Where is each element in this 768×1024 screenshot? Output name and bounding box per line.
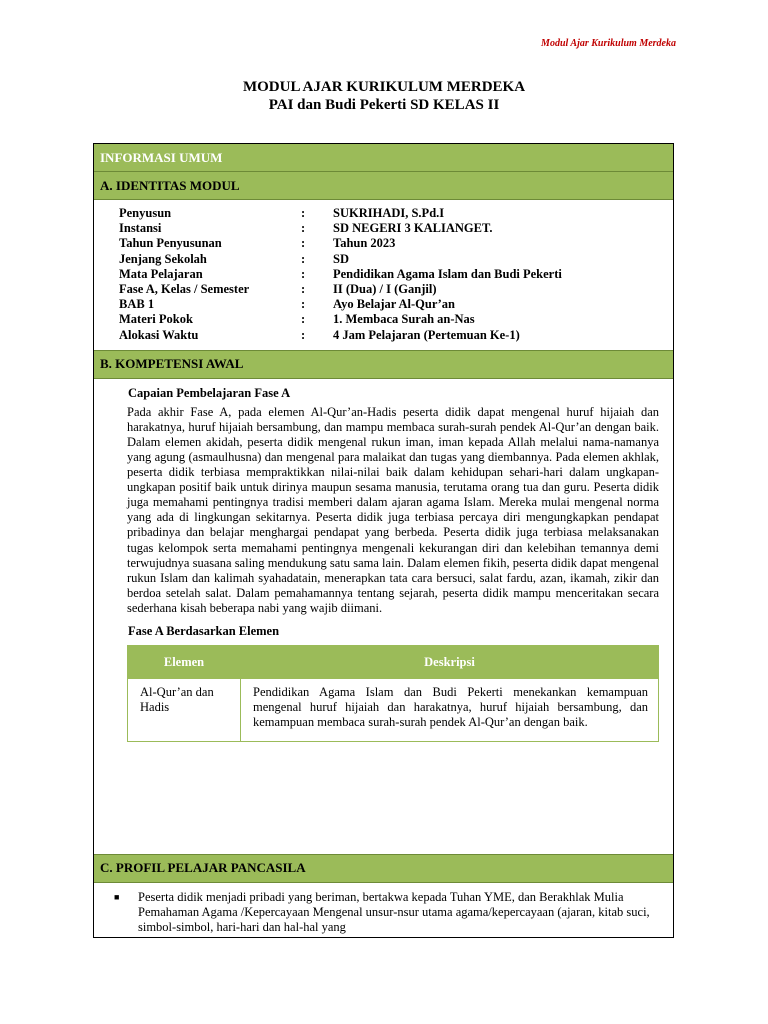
section-profil-pelajar-pancasila: C. PROFIL PELAJAR PANCASILA (94, 855, 673, 883)
identitas-value: Tahun 2023 (333, 236, 396, 251)
identitas-value: SD (333, 251, 349, 266)
profil-content (94, 883, 673, 936)
identitas-row (119, 328, 673, 343)
identitas-separator: : (301, 327, 306, 342)
section-kompetensi-awal: B. KOMPETENSI AWAL (94, 351, 673, 379)
identitas-row (119, 221, 673, 236)
identitas-value: Ayo Belajar Al-Qur’an (333, 297, 455, 312)
identitas-row (119, 236, 673, 251)
title-line-1: MODUL AJAR KURIKULUM MERDEKA (242, 79, 526, 95)
identitas-separator: : (301, 236, 306, 251)
identitas-separator: : (301, 221, 306, 236)
identitas-separator: : (301, 312, 306, 327)
identitas-value: SUKRIHADI, S.Pd.I (333, 206, 445, 220)
identitas-separator: : (301, 266, 306, 281)
deskripsi-cell: Pendidikan Agama Islam dan Budi Pekerti menekankan kemampuan mengenal huruf hijaiah dan harakatnya, huruf hijaiah bersambung, dan kemampuan membaca surah-surah pendek Al-Qur’an dengan baik. (241, 679, 659, 742)
identitas-value: 1. Membaca Surah an-Nas (333, 312, 475, 327)
module-frame (93, 143, 674, 938)
fase-heading: Fase A Berdasarkan Elemen (128, 624, 280, 638)
identitas-separator: : (301, 251, 306, 266)
identitas-label: Tahun Penyusunan (119, 236, 222, 251)
identitas-row (119, 206, 673, 221)
identitas-value: II (Dua) / I (Ganjil) (333, 281, 437, 296)
profil-item-text: Peserta didik menjadi pribadi yang beriman, bertakwa kepada Tuhan YME, dan Berakhlak Mulia Pemahaman Agama /Kepercayaan Mengenal unsur-nsur utama agama/kepercayaan (ajaran, kitab suci, simbol-simbol, hari-hari dan hal-hal yang (138, 889, 650, 935)
identitas-label: BAB 1 (119, 297, 155, 312)
identitas-row (119, 267, 673, 282)
identitas-label: Mata Pelajaran (119, 266, 203, 281)
capaian-paragraph: Pada akhir Fase A, pada elemen Al-Qur’an-Hadis peserta didik dapat mengenal huruf hijaiah dan harakatnya, huruf hijaiah bersambung, dan mampu membaca surah-surah pendek Al-Qur’an dengan baik. Dalam elemen akidah, peserta didik mengenal rukun iman, iman kepada Allah melalui nama-namanya yang agung (asmaulhusna) dan mengenal para malaikat dan tugas yang diembannya. Pada elemen akhlak, peserta didik terbiasa mempraktikkan nilai-nilai baik dalam kehidupan sehari-hari dalam ungkapan-ungkapan positif baik untuk dirinya maupun sesama manusia, terutama orang tua dan guru. Peserta didik juga memahami pentingnya tradisi memberi dalam ajaran agama Islam. Mereka mulai mengenal norma yang ada di lingkungan sekitarnya. Peserta didik juga terbiasa percaya diri mengungkapkan pendapat pribadinya dan belajar menghargai pendapat yang berbeda. Peserta didik juga terbiasa melaksanakan tugas kelompok serta memahami pentingnya mengenali kekurangan diri dan kelebihan temannya demi terwujudnya suasana saling mendukung satu sama lain. Dalam elemen fikih, peserta didik dapat mengenal rukun Islam dan kalimah syahadatain, menerapkan tata cara bersuci, salat fardu, azan, ikamah, zikir dan berdoa setelah salat. Dalam pemahamannya tentang sejarah, peserta didik mampu menceritakan secara sederhana kisah beberapa nabi yang wajib diimani. (127, 404, 659, 615)
identitas-label: Jenjang Sekolah (119, 251, 207, 266)
column-header-deskripsi: Deskripsi (241, 646, 659, 679)
identitas-label: Fase A, Kelas / Semester (119, 281, 250, 296)
identitas-row (119, 297, 673, 312)
section-identitas-modul: A. IDENTITAS MODUL (94, 172, 673, 200)
elemen-table-header-row (128, 646, 659, 679)
identitas-row (119, 312, 673, 327)
identitas-separator: : (301, 297, 306, 312)
identitas-separator: : (301, 281, 306, 296)
identitas-value: SD NEGERI 3 KALIANGET. (333, 221, 493, 236)
identitas-label: Materi Pokok (119, 312, 193, 327)
identitas-label: Penyusun (119, 206, 172, 220)
capaian-heading: Capaian Pembelajaran Fase A (128, 385, 291, 400)
identitas-value: Pendidikan Agama Islam dan Budi Pekerti (333, 266, 562, 281)
identitas-label: Instansi (119, 221, 162, 236)
elemen-cell: Al-Qur’an dan Hadis (128, 679, 241, 742)
identitas-list (94, 200, 673, 351)
section-informasi-umum: INFORMASI UMUM (94, 144, 673, 172)
identitas-label: Alokasi Waktu (119, 327, 199, 342)
square-bullet-icon: ■ (114, 891, 120, 902)
table-row (128, 679, 659, 742)
kompetensi-content (94, 379, 673, 855)
identitas-value: 4 Jam Pelajaran (Pertemuan Ke-1) (333, 327, 520, 342)
header-note: Modul Ajar Kurikulum Merdeka (541, 38, 676, 49)
document-title (0, 78, 768, 114)
elemen-table (127, 645, 659, 742)
column-header-elemen: Elemen (128, 646, 241, 679)
list-item (114, 890, 651, 936)
identitas-row (119, 282, 673, 297)
title-line-2: PAI dan Budi Pekerti SD KELAS II (268, 97, 500, 113)
identitas-separator: : (301, 206, 306, 220)
identitas-row (119, 252, 673, 267)
